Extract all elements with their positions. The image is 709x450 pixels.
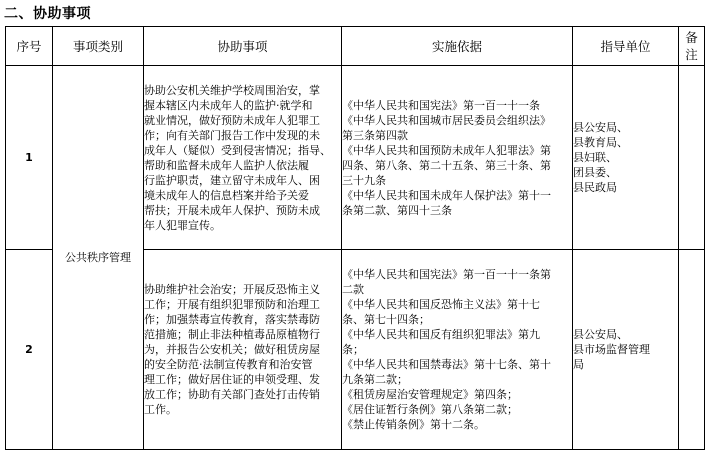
category-cell: 公共秩序管理 [53,66,144,450]
content-line: 帮扶；开展未成年人保护、预防未成 [144,203,320,217]
unit-line: 县妇联、 [573,151,617,164]
basis-line: 《中华人民共和国宪法》第一百一十一条第 [342,268,551,281]
content-line: 行监护职责，建立留守未成年人、困 [144,173,320,187]
basis-line: 条第二款、第四十三条 [342,203,452,217]
content-line: 境未成年人的信息档案并给予关爱 [144,188,309,202]
header-content: 协助事项 [144,27,342,66]
content-line: 帮助和监督未成年人监护人依法履 [144,158,309,172]
header-row [6,27,705,66]
content-line: 成年人（疑似）受到侵害情况；指导、 [144,143,331,157]
unit-line: 团县委、 [573,166,617,179]
assist-items-table [5,26,705,450]
content-line: 就业情况，做好预防未成年人犯罪工 [144,113,320,127]
unit-line: 县市场监督管理 [573,343,650,356]
section-title: 二、协助事项 [4,6,91,22]
basis-line: 《中华人民共和国宪法》第一百一十一条 [342,98,540,112]
unit-cell [573,66,679,250]
basis-line: 《中华人民共和国反恐怖主义法》第十七 [342,298,540,311]
basis-line: 《居住证暂行条例》第八条第二款； [342,403,518,416]
row-index: 1 [6,66,53,250]
header-category: 事项类别 [53,27,144,66]
header-unit: 指导单位 [573,27,679,66]
content-line: 协助维护社会治安；开展反恐怖主义 [144,283,320,296]
content-line: 范措施；制止非法种植毒品原植物行 [144,328,320,341]
content-line: 年人犯罪宣传。 [144,218,221,232]
unit-cell [573,250,679,450]
basis-line: 《禁止传销条例》第十二条。 [342,418,485,431]
header-note-line1: 备 [685,30,698,45]
header-note [679,27,705,66]
content-line: 协助公安机关维护学校周围治安，掌 [144,83,320,97]
basis-line: 《中华人民共和国未成年人保护法》第十一 [342,188,551,202]
content-line: 握本辖区内未成年人的监护·就学和 [144,98,313,112]
unit-line: 局 [573,358,584,371]
note-cell [679,250,705,450]
content-line: 作；加强禁毒宣传教育，落实禁毒防 [144,313,320,326]
basis-line: 《中华人民共和国反有组织犯罪法》第九 [342,328,540,341]
unit-line: 县公安局、 [573,328,628,341]
row-index: 2 [6,250,53,450]
content-line: 的安全防范·法制宣传教育和治安管 [144,358,313,371]
basis-line: 九条第二款； [342,373,408,386]
table-row [6,66,705,250]
unit-line: 县教育局、 [573,136,628,149]
header-note-line2: 注 [685,47,698,62]
content-line: 理工作；做好居住证的申领受理、发 [144,373,320,386]
header-basis: 实施依据 [342,27,573,66]
basis-line: 三十九条 [342,173,386,187]
basis-line: 四条、第八条、第二十五条、第三十条、第 [342,158,551,172]
content-line: 作；向有关部门报告工作中发现的未 [144,128,320,142]
unit-line: 县公安局、 [573,121,628,134]
basis-line: 《租赁房屋治安管理规定》第四条； [342,388,518,401]
note-cell [679,66,705,250]
content-line: 工作。 [144,403,177,416]
basis-cell [342,66,573,250]
content-cell [144,250,342,450]
basis-line: 条、第七十四条； [342,313,430,326]
header-note-text [685,29,698,63]
content-cell [144,66,342,250]
content-line: 工作；开展有组织犯罪预防和治理工 [144,298,320,311]
content-line: 放工作；协助有关部门查处打击传销 [144,388,320,401]
basis-line: 《中华人民共和国禁毒法》第十七条、第十 [342,358,551,371]
unit-line: 县民政局 [573,181,617,194]
header-index: 序号 [6,27,53,66]
basis-line: 第三条第四款 [342,128,408,142]
basis-cell [342,250,573,450]
basis-line: 《中华人民共和国城市居民委员会组织法》 [342,113,551,127]
basis-line: 二款 [342,283,364,296]
basis-line: 《中华人民共和国预防未成年人犯罪法》第 [342,143,551,157]
basis-line: 条； [342,343,364,356]
content-line: 为，并报告公安机关；做好租赁房屋 [144,343,320,356]
